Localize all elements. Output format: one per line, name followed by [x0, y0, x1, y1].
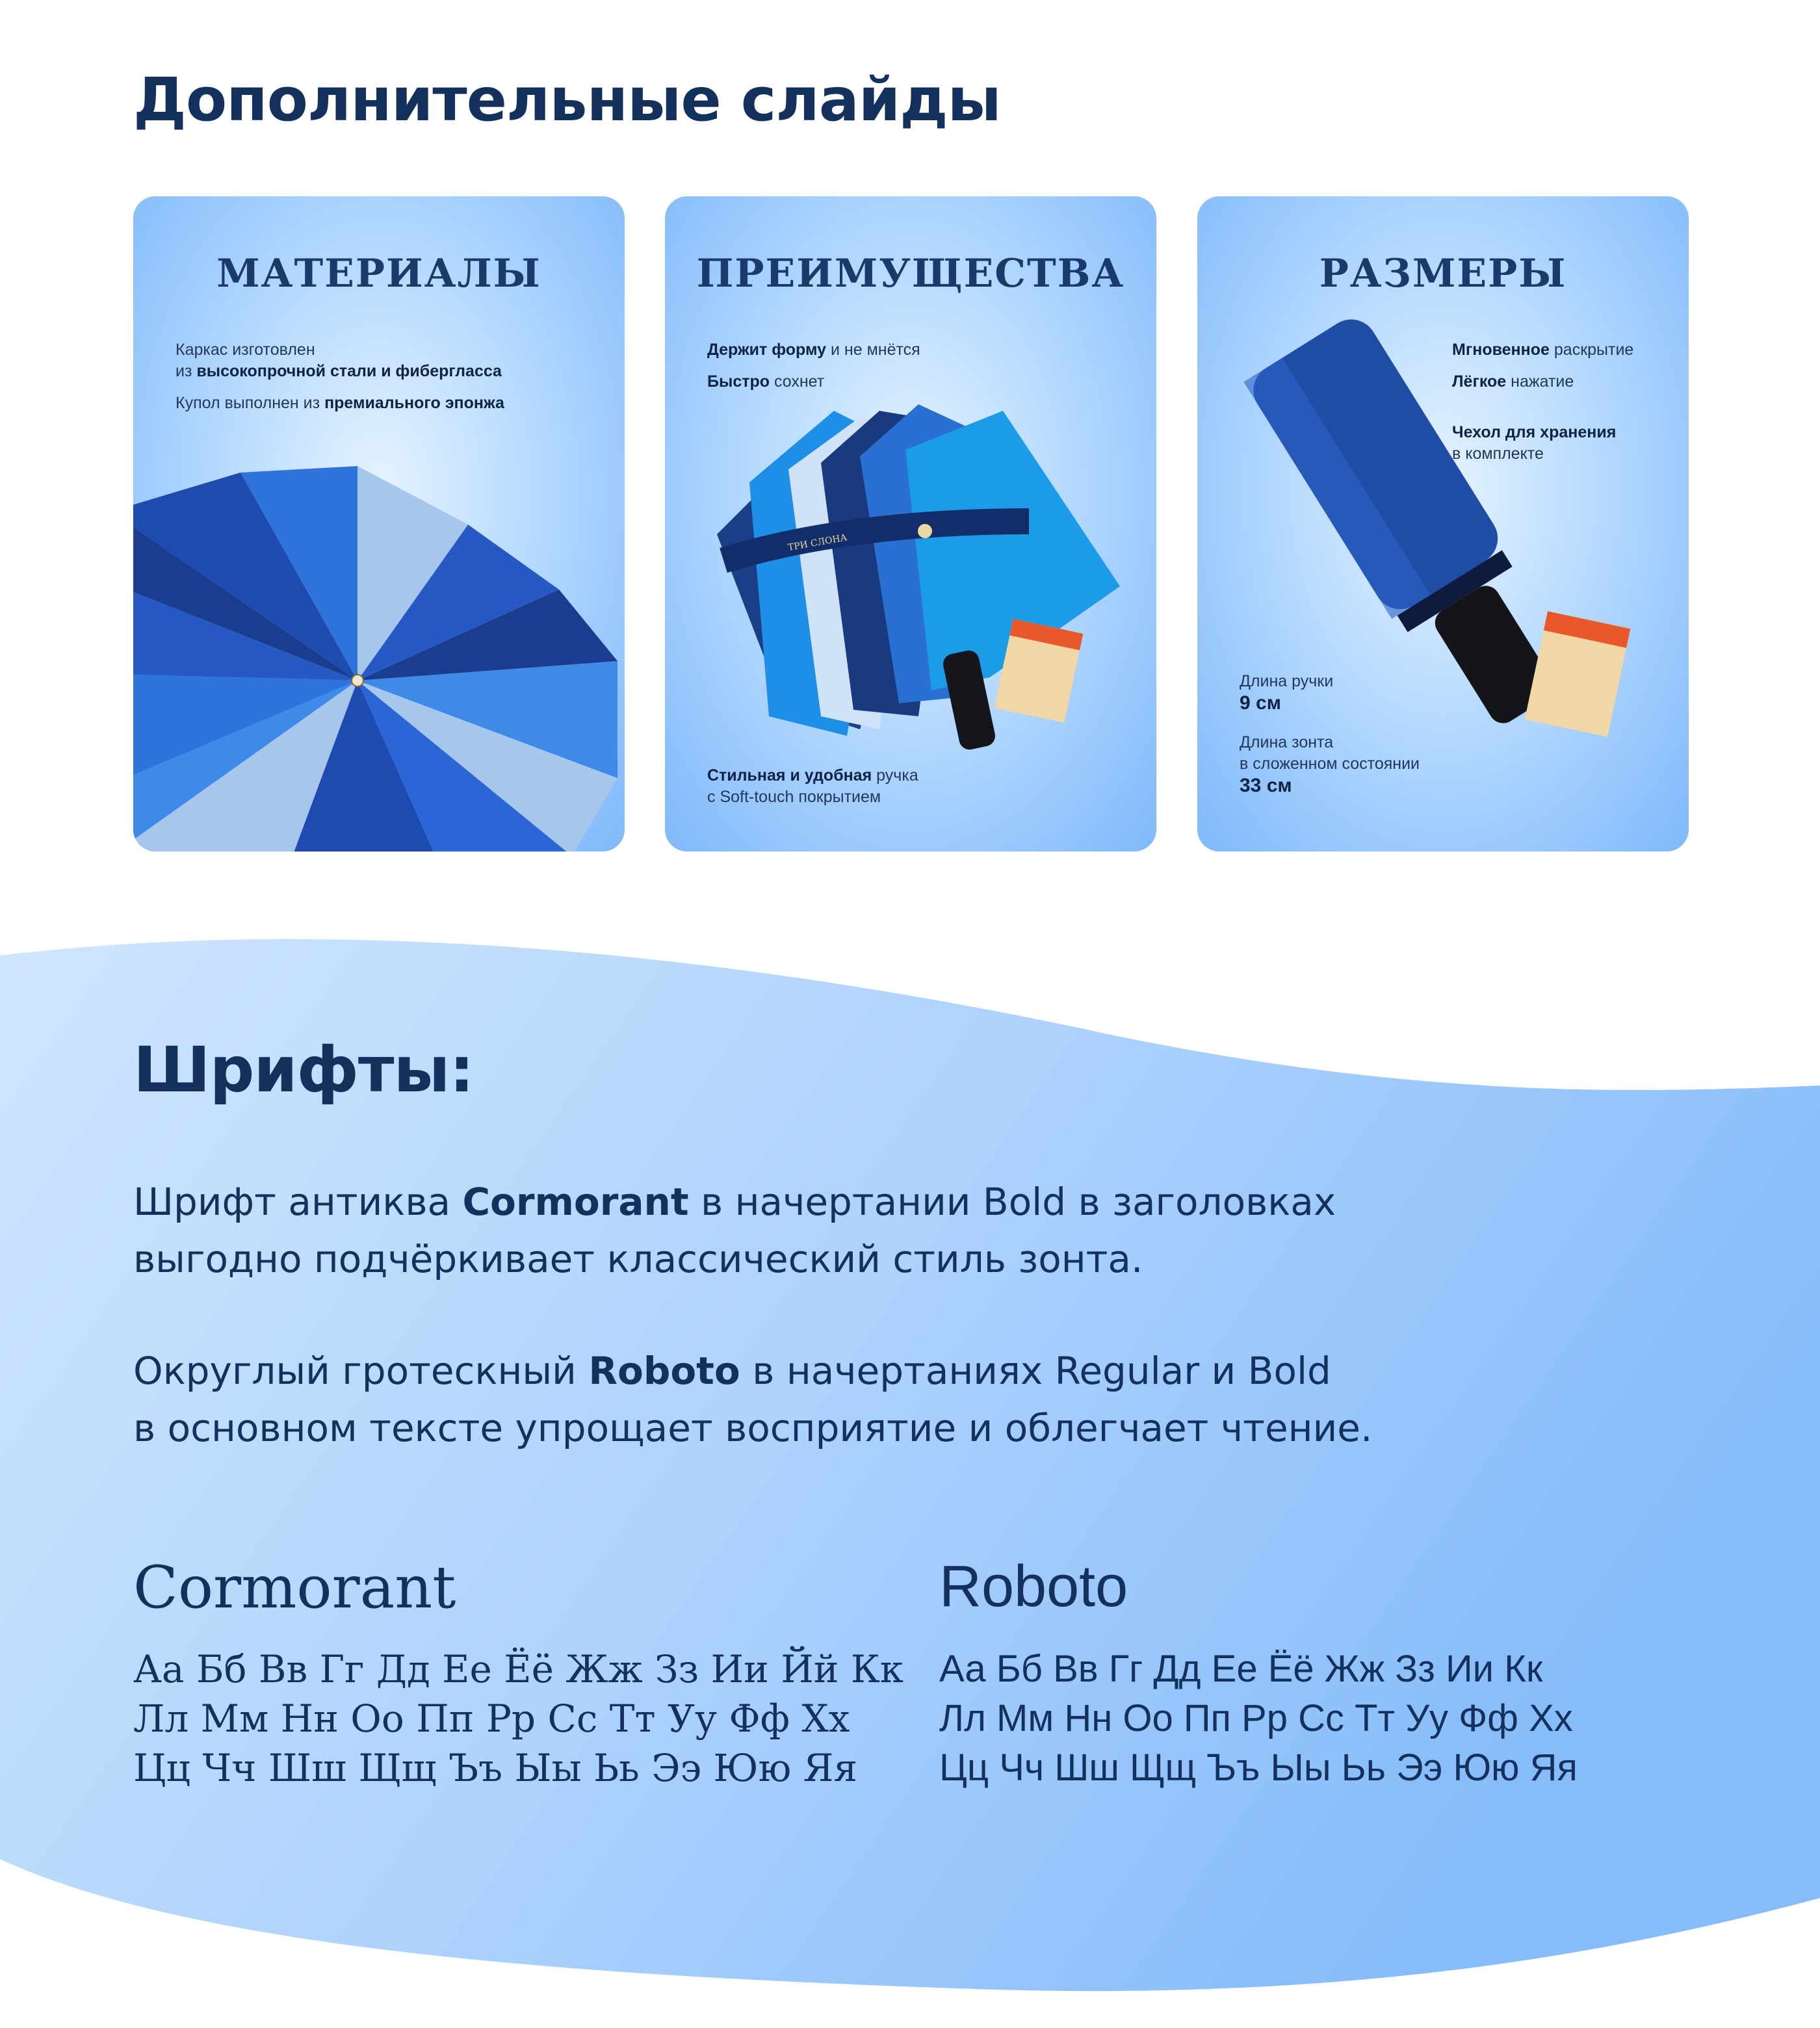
sizes-text-line: Мгновенное раскрытие [1452, 341, 1634, 359]
svg-text:ТРИ СЛОНА: ТРИ СЛОНА [786, 532, 848, 553]
advantages-text-bottom [707, 765, 918, 808]
slide-card-advantages[interactable] [665, 196, 1156, 852]
sizes-text-line: Лёгкое нажатие [1452, 372, 1574, 391]
folded-length-label: Длина зонта [1240, 733, 1334, 751]
advantages-text-top [707, 339, 920, 393]
sizes-text-line: Чехол для хранения [1452, 423, 1617, 441]
advantages-text-line: с Soft-touch покрытием [707, 788, 881, 806]
advantages-text-line: Быстро сохнет [707, 372, 825, 391]
handle-length-value: 9 см [1240, 692, 1281, 714]
alphabet-line: Аа Бб Вв Гг Дд Ее Ёё Жж Зз Ии Кк [939, 1648, 1543, 1690]
sizes-text-top [1452, 339, 1633, 465]
slides-section-title: Дополнительные слайды [133, 65, 1001, 135]
card-title-materials: МАТЕРИАЛЫ [216, 251, 541, 296]
alphabet-line: Цц Чч Шш Щщ Ъъ Ыы Ьь Ээ Юю Яя [939, 1747, 1578, 1789]
materials-text-line: из высокопрочной стали и фибергласса [176, 362, 502, 380]
fonts-section-title: Шрифты: [133, 1034, 474, 1106]
roboto-description: Округлый гротескный Roboto в начертаниях Regular и Bold в основном тексте упрощает восприятие и облегчает чтение. [133, 1349, 1373, 1450]
handle-length-label: Длина ручки [1240, 672, 1334, 690]
alphabet-line: Лл Мм Нн Оо Пп Рр Сс Тт Уу Фф Хх [939, 1697, 1573, 1739]
materials-text-line: Купол выполнен из премиального эпонжа [176, 394, 504, 412]
roboto-alphabet [939, 1644, 1578, 1793]
advantages-text-line: Держит форму и не мнётся [707, 341, 920, 359]
folded-length-label: в сложенном состоянии [1240, 755, 1420, 773]
sizes-text-line: в комплекте [1452, 445, 1544, 463]
slide-card-materials[interactable] [133, 196, 625, 852]
materials-text [176, 339, 504, 414]
roboto-font-name: Roboto [939, 1554, 1128, 1619]
cormorant-font-name: Cormorant [133, 1554, 456, 1622]
sizes-text-bottom [1240, 671, 1420, 796]
cormorant-description: Шрифт антиква Cormorant в начертании Bold в заголовках выгодно подчёркивает классический стиль зонта. [133, 1180, 1336, 1281]
slide-card-sizes[interactable] [1197, 196, 1689, 852]
card-title-sizes: РАЗМЕРЫ [1319, 251, 1567, 296]
materials-text-line: Каркас изготовлен [176, 341, 315, 359]
folded-length-value: 33 см [1240, 775, 1292, 796]
cormorant-alphabet [133, 1644, 904, 1793]
alphabet-line: Цц Чч Шш Щщ Ъъ Ыы Ьь Ээ Юю Яя [133, 1746, 858, 1790]
advantages-text-line: Стильная и удобная ручка [707, 766, 918, 785]
alphabet-line: Аа Бб Вв Гг Дд Ее Ёё Жж Зз Ии Йй Кк [133, 1647, 904, 1691]
card-title-advantages: ПРЕИМУЩЕСТВА [696, 251, 1125, 296]
alphabet-line: Лл Мм Нн Оо Пп Рр Сс Тт Уу Фф Хх [133, 1696, 850, 1741]
